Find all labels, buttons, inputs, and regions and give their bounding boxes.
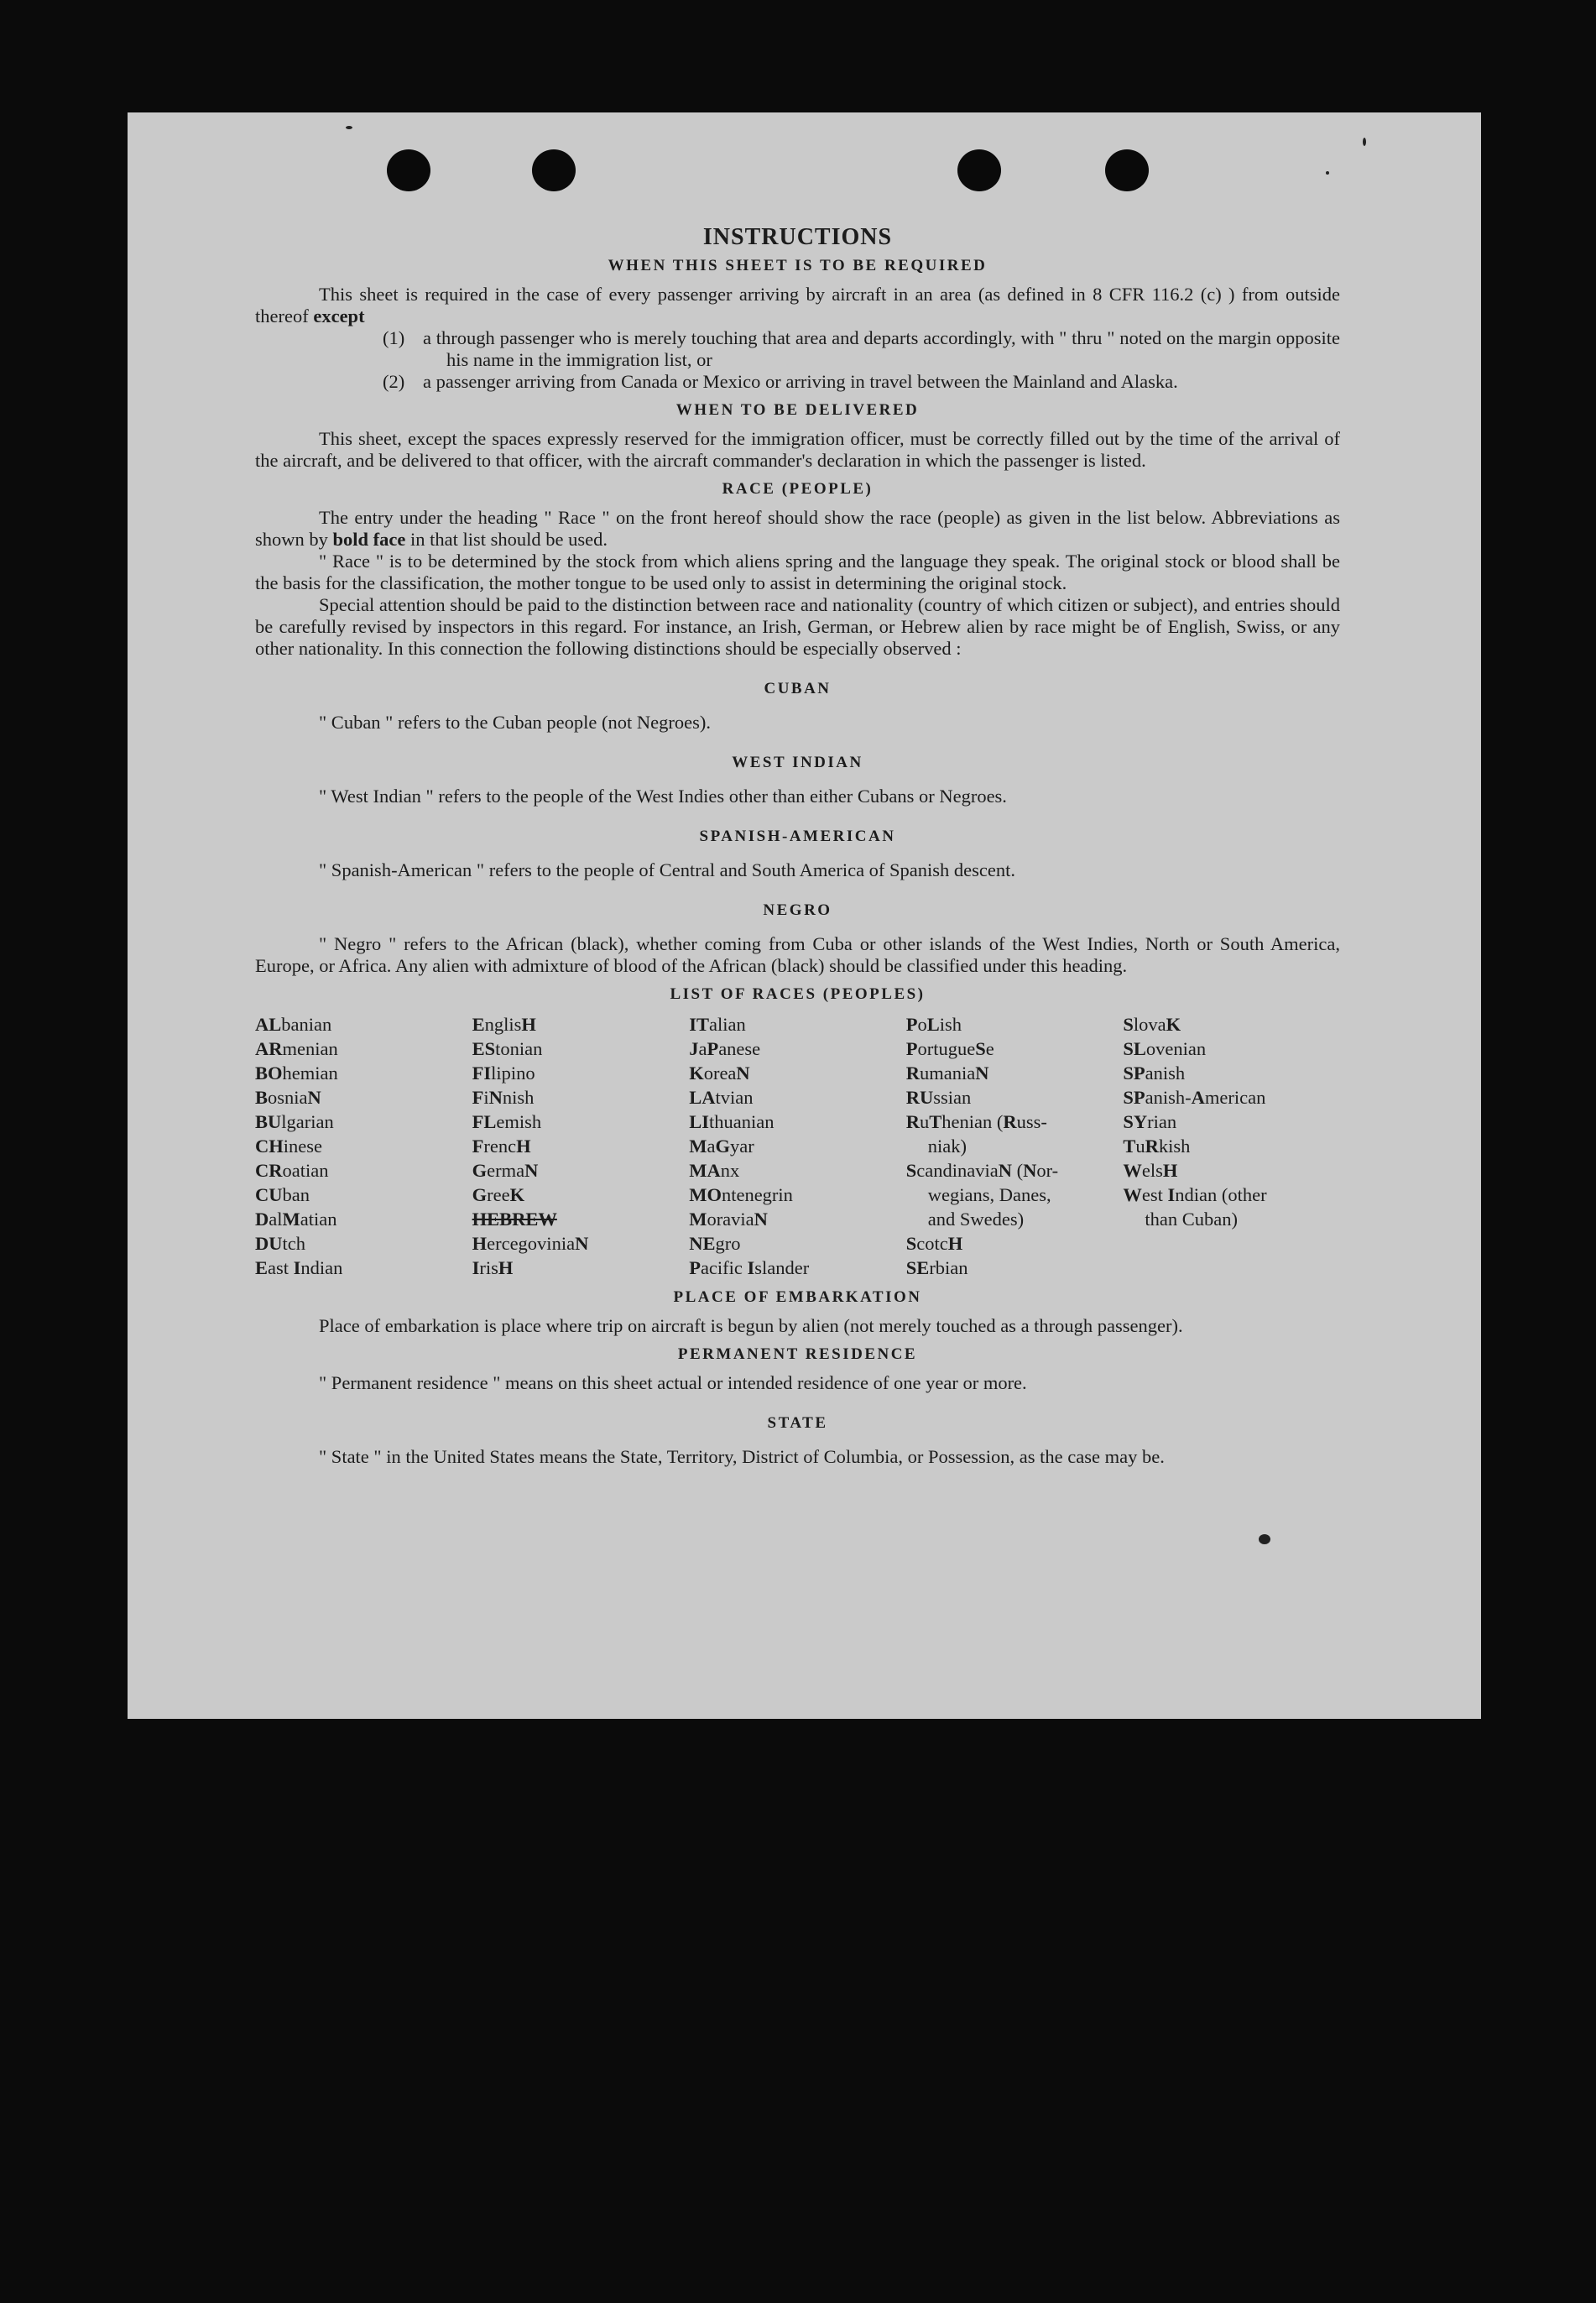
clause-1: (1) a through passenger who is merely touching that area and departs accordingly, with " thru " noted on the margin opposite his name in the immigration list, or [383, 327, 1340, 370]
race-entry: HercegoviniaN [472, 1233, 589, 1254]
race-entry: FLemish [472, 1111, 542, 1132]
heading-residence: PERMANENT RESIDENCE [677, 1345, 918, 1363]
race-entry: SlovaK [1123, 1014, 1181, 1035]
speck-mark [1326, 171, 1329, 175]
residence-text: " Permanent residence " means on this sheet actual or intended residence of one year or more. [319, 1372, 1027, 1393]
punch-hole [532, 149, 576, 191]
when-delivered-text: This sheet, except the spaces expressly reserved for the immigration officer, must be correctly filled out by the time of the arrival of the aircraft, and be delivered to that officer, with the aircraft commander's declaration in which the passenger is listed. [255, 428, 1340, 471]
speck-mark [1363, 138, 1366, 146]
races-column-3 [689, 1012, 906, 1280]
race-entry: West Indian (other [1123, 1184, 1267, 1205]
race-entry: FrencH [472, 1136, 531, 1157]
race-entry: PortugueSe [905, 1038, 994, 1059]
heading-race: RACE (PEOPLE) [722, 480, 874, 498]
race-paragraph-2: " Race " is to be determined by the stock from which aliens spring and the language they speak. The original stock or blood shall be the basis for the classification, the mother tongue to be used only to assist in determining the original stock. [255, 551, 1340, 593]
race-entry: GreeK [472, 1184, 525, 1205]
race-entry: MoraviaN [689, 1209, 768, 1230]
heading-cuban: CUBAN [764, 680, 832, 697]
document-sheet [128, 112, 1481, 1719]
race-entry: ARmenian [255, 1038, 338, 1059]
heading-spanish-american: SPANISH-AMERICAN [699, 828, 896, 845]
instructions-content [255, 222, 1340, 1468]
punch-hole [957, 149, 1001, 191]
punch-hole [387, 149, 430, 191]
race-entry: MaGyar [689, 1136, 754, 1157]
spanish-american-text: " Spanish-American " refers to the people of Central and South America of Spanish descent. [319, 859, 1016, 880]
punch-hole [1105, 149, 1149, 191]
race-entry: PoLish [905, 1014, 962, 1035]
race-entry: KoreaN [689, 1063, 750, 1084]
race-entry: JaPanese [689, 1038, 761, 1059]
race-entry: NEgro [689, 1233, 741, 1254]
race-entry: BOhemian [255, 1063, 338, 1084]
race-entry: DalMatian [255, 1209, 337, 1230]
heading-when-delivered: WHEN TO BE DELIVERED [675, 401, 920, 419]
races-column-1 [255, 1012, 472, 1280]
race-entry: DUtch [255, 1233, 305, 1254]
heading-embarkation: PLACE OF EMBARKATION [673, 1288, 922, 1306]
race-entry: SYrian [1123, 1111, 1177, 1132]
race-entry: SPanish [1123, 1063, 1186, 1084]
clause-2: (2) a passenger arriving from Canada or Mexico or arriving in travel between the Mainland and Alaska. [383, 371, 1178, 392]
race-entry: East Indian [255, 1257, 343, 1278]
race-entry: SPanish-American [1123, 1087, 1266, 1108]
race-entry: WelsH [1123, 1160, 1178, 1181]
heading-west-indian: WEST INDIAN [732, 754, 863, 771]
race-entry: ITalian [689, 1014, 746, 1035]
race-entry: niak) [927, 1136, 968, 1157]
speck-mark [1259, 1534, 1270, 1544]
races-column-2 [472, 1012, 690, 1280]
race-entry: RumaniaN [905, 1063, 989, 1084]
race-entry: CRoatian [255, 1160, 329, 1181]
heading-list-of-races: LIST OF RACES (PEOPLES) [670, 985, 926, 1003]
race-entry: LIthuanian [689, 1111, 775, 1132]
page-title: INSTRUCTIONS [702, 224, 893, 250]
when-required-intro: This sheet is required in the case of every passenger arriving by aircraft in an area (as defined in 8 CFR 116.2 (c) ) from outside thereof except [255, 284, 1340, 326]
races-column-5 [1123, 1012, 1340, 1280]
race-entry: BosniaN [255, 1087, 321, 1108]
heading-negro: NEGRO [763, 901, 832, 919]
race-entry: FiNnish [472, 1087, 535, 1108]
race-paragraph-1: The entry under the heading " Race " on the front hereof should show the race (people) as given in the list below. Abbreviations as shown by bold face in that list should be used. [255, 507, 1340, 550]
race-entry: ScandinaviaN (Nor- [905, 1160, 1059, 1181]
race-entry: EnglisH [472, 1014, 536, 1035]
heading-when-required: WHEN THIS SHEET IS TO BE REQUIRED [608, 257, 988, 274]
race-paragraph-3: Special attention should be paid to the distinction between race and nationality (country of which citizen or subject), and entries should be carefully revised by inspectors in this regard. For instance, an Irish, German, or Hebrew alien by race might be of English, Swiss, or any other nationality. In this connection the following distinctions should be especially observed : [255, 594, 1340, 659]
negro-text: " Negro " refers to the African (black), whether coming from Cuba or other islands of the West Indies, North or South America, Europe, or Africa. Any alien with admixture of blood of the African (black) should be classified under this heading. [255, 933, 1340, 976]
race-entry: TuRkish [1123, 1136, 1191, 1157]
race-entry: LAtvian [689, 1087, 754, 1108]
race-entry: GermaN [472, 1160, 539, 1181]
race-entry: RUssian [905, 1087, 972, 1108]
heading-state: STATE [767, 1414, 828, 1432]
race-entry: BUlgarian [255, 1111, 334, 1132]
embarkation-text: Place of embarkation is place where trip on aircraft is begun by alien (not merely touched as a through passenger). [319, 1315, 1183, 1336]
race-entry: MAnx [689, 1160, 740, 1181]
race-entry: ALbanian [255, 1014, 332, 1035]
races-column-4 [906, 1012, 1124, 1280]
race-entry: MOntenegrin [689, 1184, 793, 1205]
race-entry: SErbian [905, 1257, 968, 1278]
cuban-text: " Cuban " refers to the Cuban people (not Negroes). [319, 712, 711, 733]
race-entry: SLovenian [1123, 1038, 1207, 1059]
state-text: " State " in the United States means the State, Territory, District of Columbia, or Possession, as the case may be. [319, 1446, 1165, 1467]
race-entry: and Swedes) [927, 1209, 1025, 1230]
race-entry: FIlipino [472, 1063, 535, 1084]
races-table [255, 1012, 1340, 1280]
race-entry: CUban [255, 1184, 310, 1205]
race-entry-struck: HEBREW [472, 1209, 557, 1230]
race-entry: IrisH [472, 1257, 514, 1278]
race-entry: RuThenian (Russ- [905, 1111, 1047, 1132]
race-entry: Pacific Islander [689, 1257, 810, 1278]
speck-mark [346, 126, 352, 129]
race-entry: wegians, Danes, [927, 1184, 1051, 1205]
race-entry: than Cuban) [1145, 1209, 1238, 1230]
west-indian-text: " West Indian " refers to the people of the West Indies other than either Cubans or Negroes. [319, 786, 1007, 807]
race-entry: ScotcH [905, 1233, 963, 1254]
race-entry: CHinese [255, 1136, 322, 1157]
race-entry: EStonian [472, 1038, 543, 1059]
